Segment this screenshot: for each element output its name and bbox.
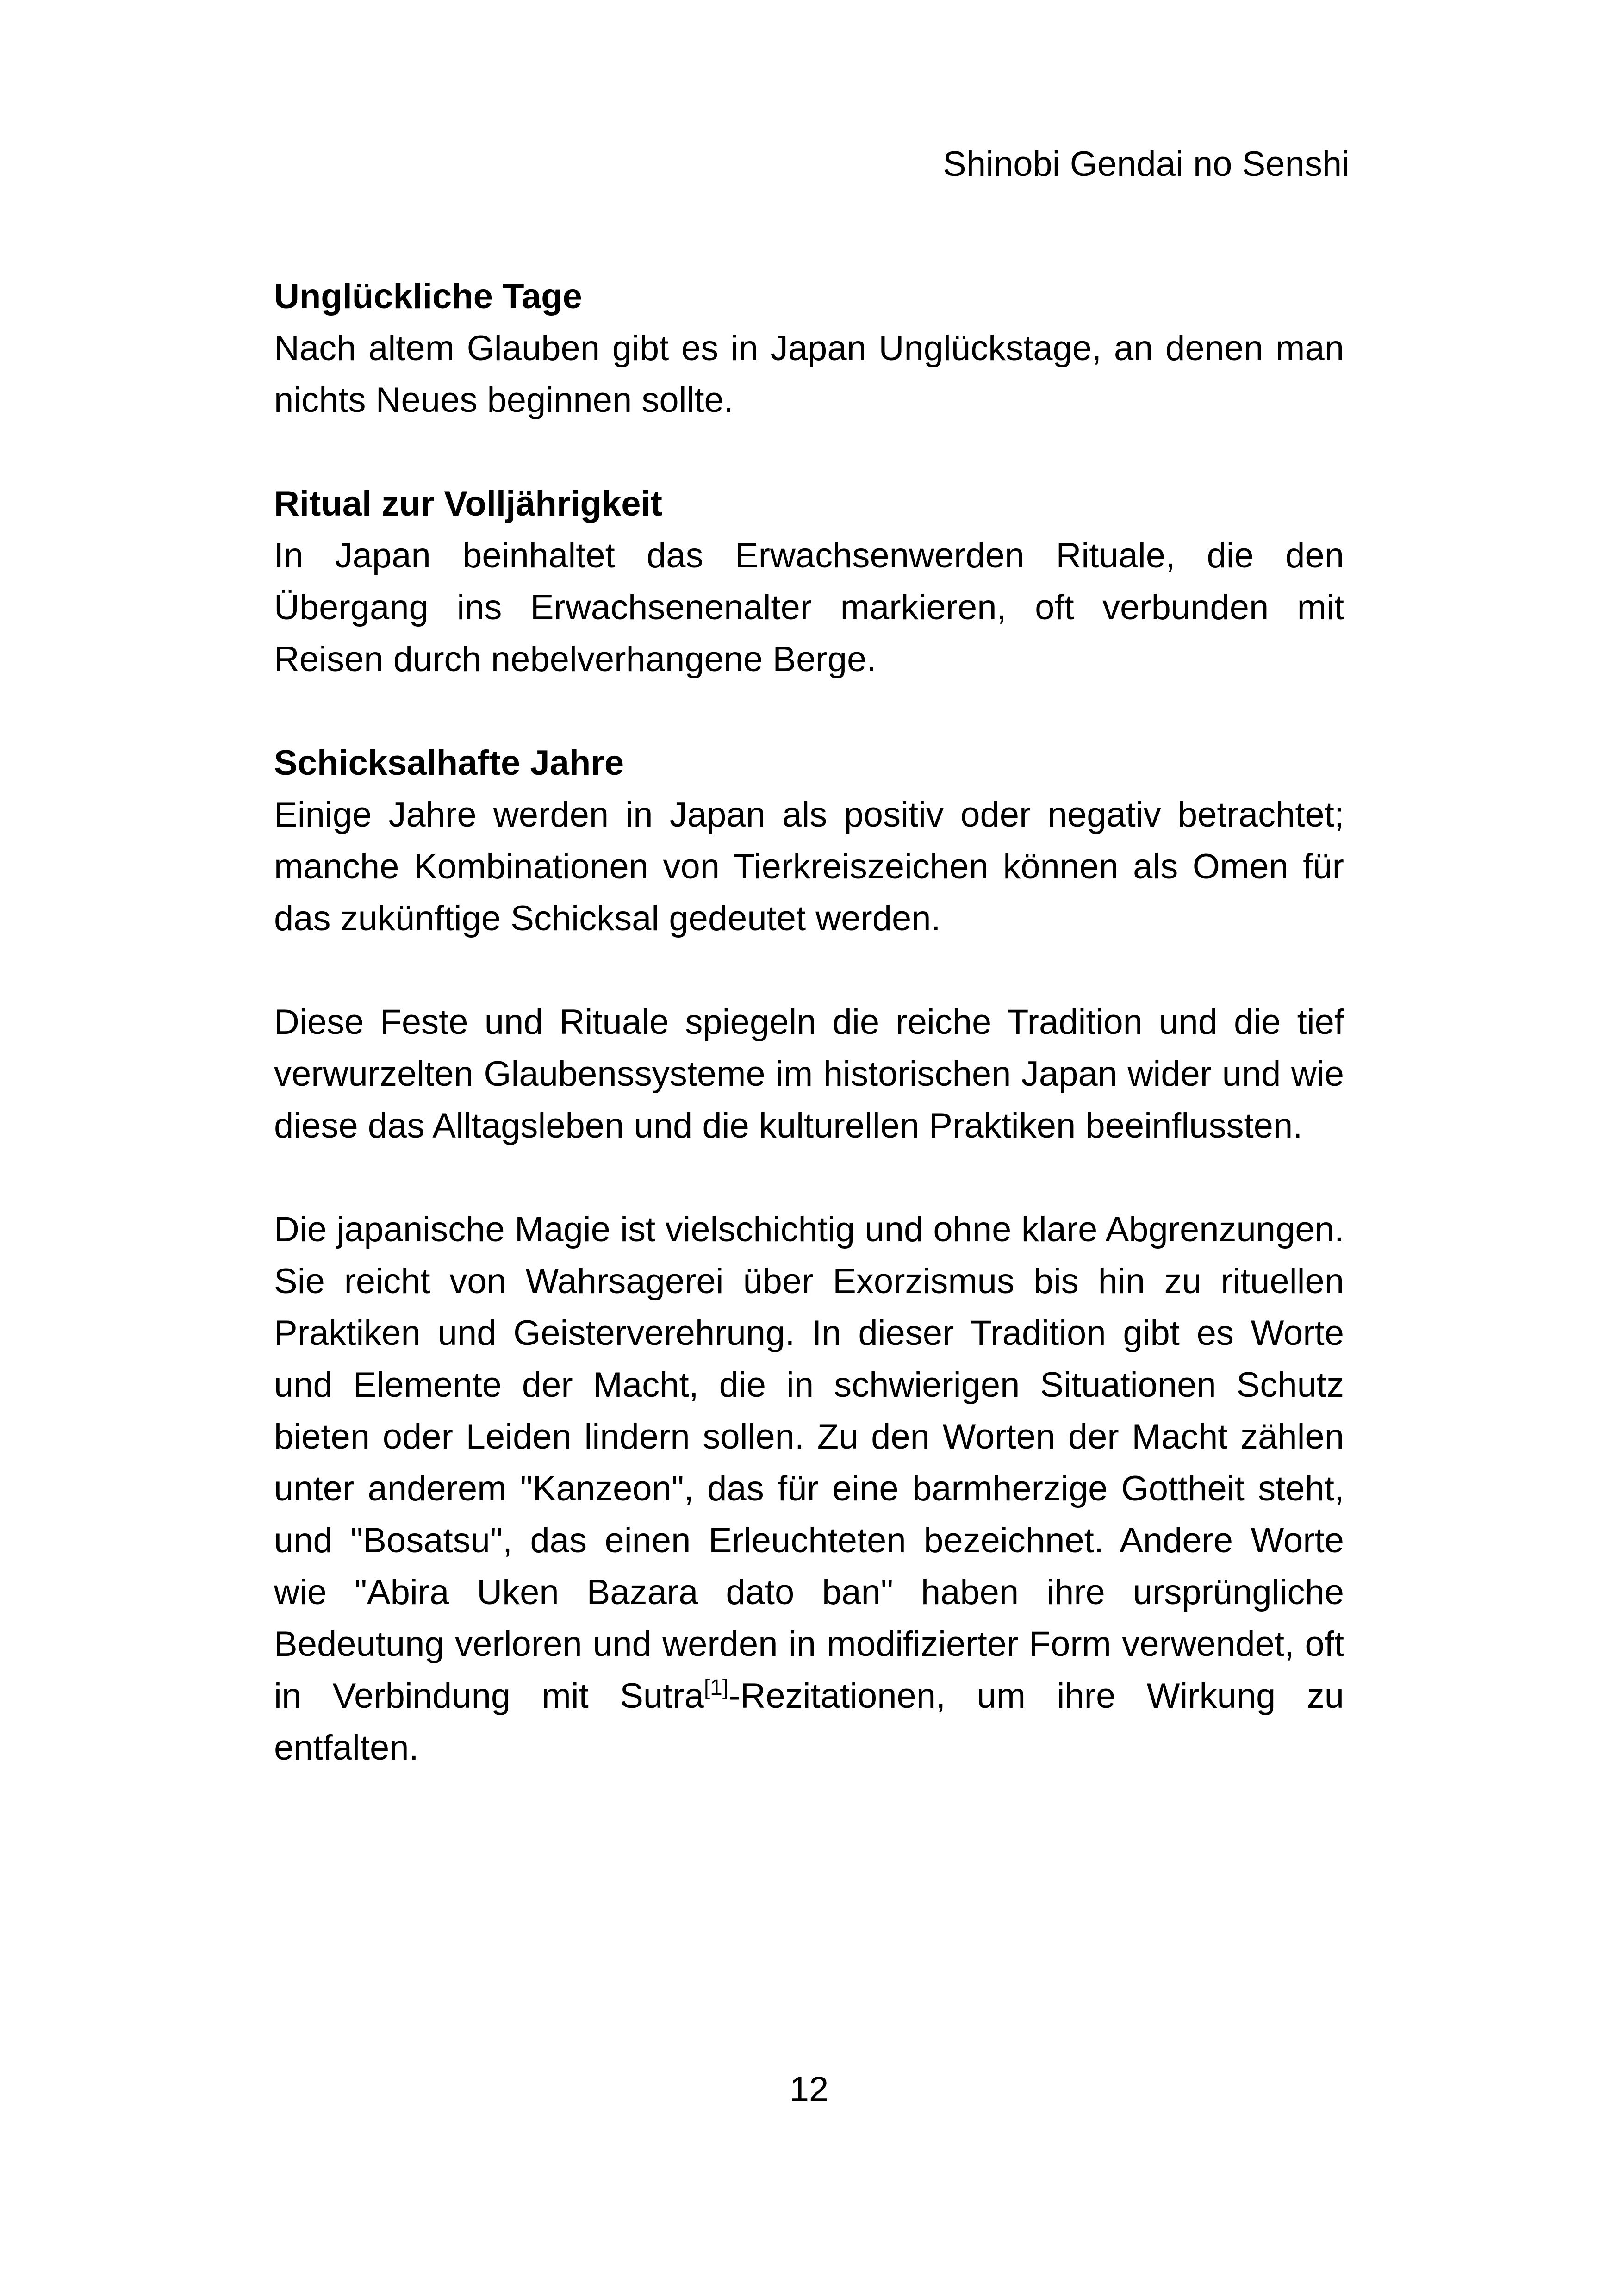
section-schicksalhafte-jahre xyxy=(274,737,1344,945)
magic-text-after-footnote: -Rezitationen, um ihre Wirkung zu entfalten. xyxy=(274,1676,1344,1767)
section-text: Nach altem Glauben gibt es in Japan Unglückstage, an denen man nichts Neues beginnen sollte. xyxy=(274,329,1344,420)
magic-text-before-footnote: Die japanische Magie ist vielschichtig und ohne klare Abgrenzungen. Sie reicht von Wahrsagerei über Exorzismus bis hin zu rituellen Praktiken und Geisterverehrung. In dieser Tradition gibt es Worte und Elemente der Macht, die in schwierigen Situationen Schutz bieten oder Leiden lindern sollen. Zu den Worten der Macht zählen unter anderem "Kanzeon", das für eine barmherzige Gottheit steht, und "Bosatsu", das einen Erleuchteten bezeichnet. Andere Worte wie "Abira Uken Bazara dato ban" haben ihre ursprüngliche Bedeutung verloren und werden in modifizierter Form verwendet, oft in Verbindung mit Sutra xyxy=(274,1210,1344,1716)
summary-paragraph-block xyxy=(274,996,1344,1152)
section-heading: Unglückliche Tage xyxy=(274,277,582,316)
section-text: Einige Jahre werden in Japan als positiv oder negativ betrachtet; manche Kombinationen von Tierkreiszeichen können als Omen für das zukünftige Schicksal gedeutet werden. xyxy=(274,795,1344,938)
section-text: In Japan beinhaltet das Erwachsenwerden Rituale, die den Übergang ins Erwachsenenalter markieren, oft verbunden mit Reisen durch nebelverhangene Berge. xyxy=(274,536,1344,679)
magic-paragraph xyxy=(274,1204,1344,1774)
magic-paragraph-block xyxy=(274,1204,1344,1774)
running-header: Shinobi Gendai no Senshi xyxy=(943,144,1350,184)
section-heading: Ritual zur Volljährigkeit xyxy=(274,484,662,523)
section-heading: Schicksalhafte Jahre xyxy=(274,743,624,783)
page-body xyxy=(274,271,1344,1826)
page-number: 12 xyxy=(789,2070,829,2109)
footnote-reference[interactable]: [1] xyxy=(703,1675,729,1700)
section-unglueckliche-tage xyxy=(274,271,1344,426)
summary-paragraph: Diese Feste und Rituale spiegeln die reiche Tradition und die tief verwurzelten Glaubenssysteme im historischen Japan wider und wie diese das Alltagsleben und die kulturellen Praktiken beeinflussten. xyxy=(274,1002,1344,1145)
section-ritual-volljaehrigkeit xyxy=(274,478,1344,685)
